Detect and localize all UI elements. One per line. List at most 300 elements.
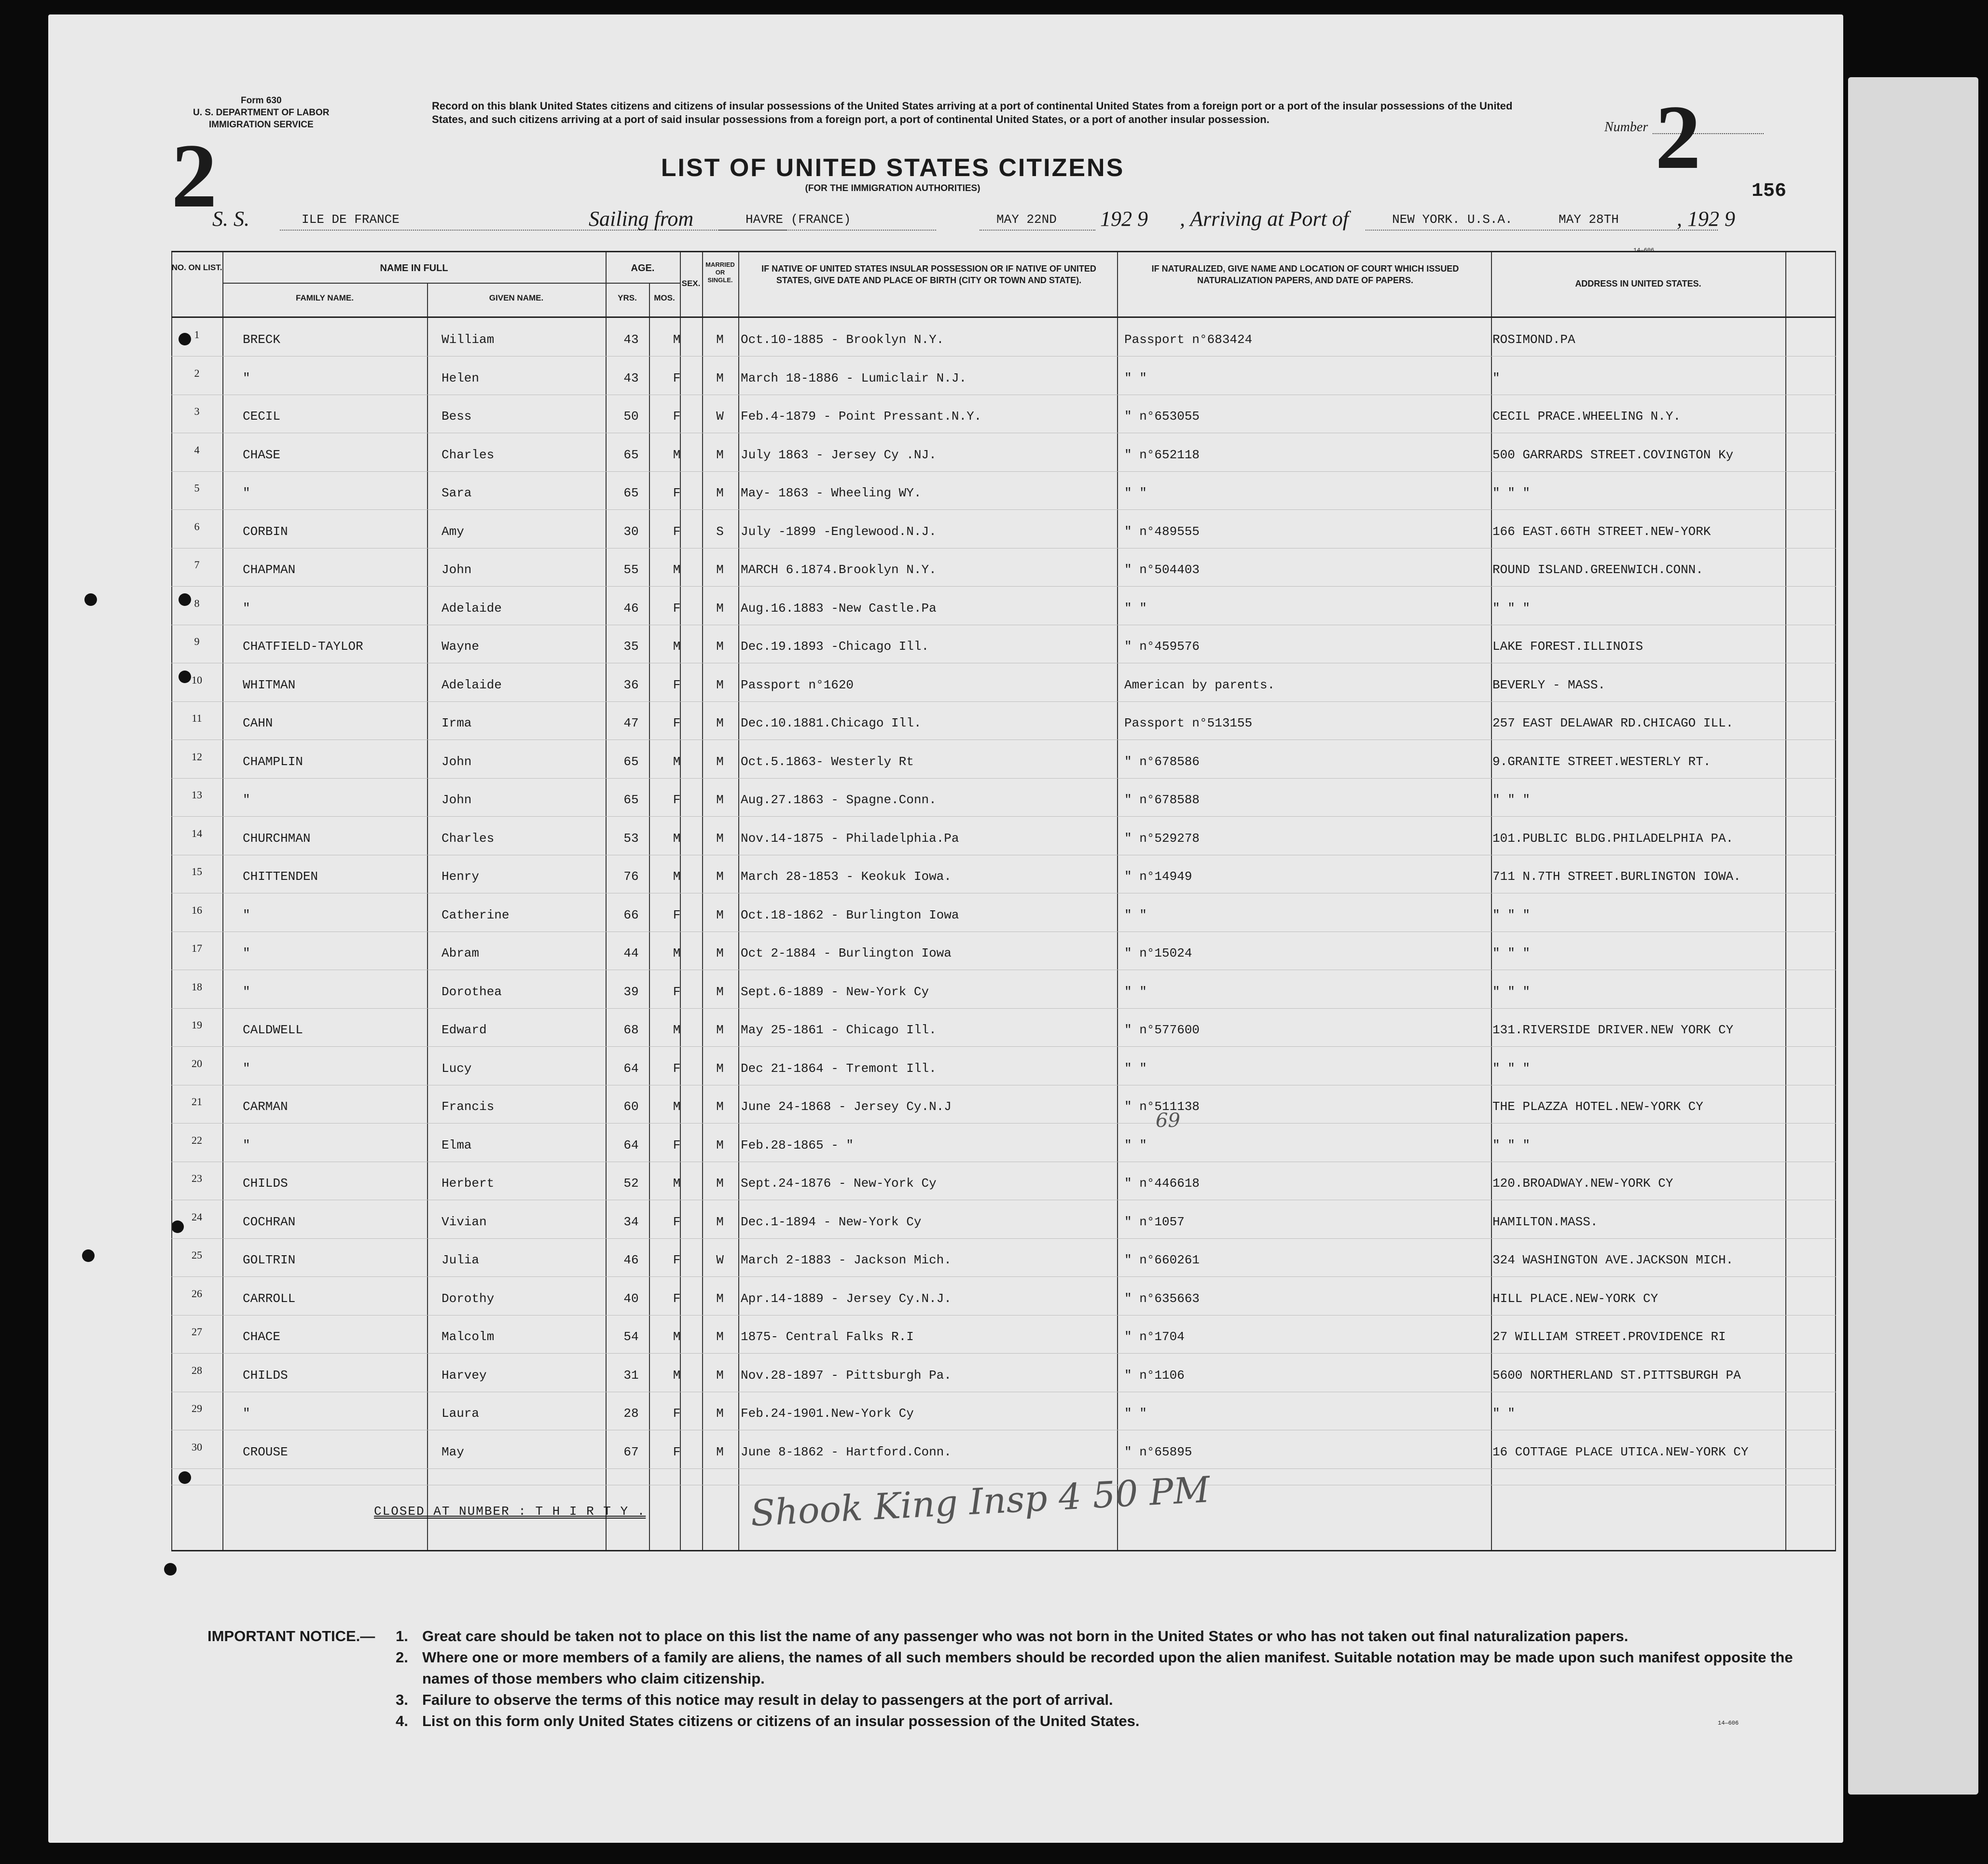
cell-addr: " " ": [1492, 1061, 1531, 1076]
cell-sex: F: [673, 907, 681, 922]
cell-nat: " n°504403: [1124, 562, 1200, 577]
cell-addr: " " ": [1492, 984, 1531, 999]
year-to: , 192 9: [1677, 207, 1735, 231]
cell-sex: M: [673, 1176, 681, 1191]
cell-ms: M: [716, 1023, 724, 1037]
ss-label: S. S.: [212, 207, 249, 231]
cell-no: 3: [194, 405, 200, 417]
cell-family: ": [243, 601, 250, 616]
cell-ms: M: [716, 370, 724, 385]
cell-addr: LAKE FOREST.ILLINOIS: [1492, 639, 1643, 654]
cell-given: May: [442, 1444, 464, 1459]
cell-birth: Sept.24-1876 - New-York Cy: [741, 1176, 937, 1191]
cell-nat: " ": [1124, 907, 1147, 922]
header-address: ADDRESS IN UNITED STATES.: [1575, 279, 1701, 288]
cell-yrs: 64: [623, 1061, 639, 1076]
cell-family: CECIL: [243, 409, 281, 424]
cell-no: 1: [194, 329, 200, 341]
cell-addr: 9.GRANITE STREET.WESTERLY RT.: [1492, 754, 1711, 769]
cell-nat: " ": [1124, 1138, 1147, 1152]
cell-yrs: 43: [623, 332, 639, 347]
cell-birth: Feb.4-1879 - Point Pressant.N.Y.: [741, 409, 982, 424]
cell-addr: 101.PUBLIC BLDG.PHILADELPHIA PA.: [1492, 831, 1734, 846]
cell-addr: HILL PLACE.NEW-YORK CY: [1492, 1291, 1658, 1306]
table-row: [171, 356, 1836, 395]
page-title: LIST OF UNITED STATES CITIZENS: [661, 154, 1125, 182]
cell-birth: Nov.14-1875 - Philadelphia.Pa: [741, 831, 959, 846]
cell-nat: " n°652118: [1124, 447, 1200, 462]
cell-birth: Oct.10-1885 - Brooklyn N.Y.: [741, 332, 944, 347]
cell-ms: M: [716, 984, 724, 999]
cell-nat: " ": [1124, 1406, 1147, 1421]
list-number: 2: [1655, 87, 1701, 188]
cell-sex: F: [673, 1253, 681, 1267]
sailing-label: Sailing from: [589, 207, 694, 231]
cell-birth: May 25-1861 - Chicago Ill.: [741, 1023, 937, 1037]
service: IMMIGRATION SERVICE: [208, 120, 314, 130]
cell-nat: " n°489555: [1124, 524, 1200, 539]
cell-given: John: [442, 754, 472, 769]
number-label: Number: [1604, 120, 1648, 135]
cell-ms: M: [716, 1329, 724, 1344]
cell-family: ": [243, 907, 250, 922]
cell-no: 15: [192, 865, 202, 877]
cell-nat: " n°577600: [1124, 1023, 1200, 1037]
cell-addr: BEVERLY - MASS.: [1492, 677, 1606, 692]
inspector-signature: Shook King Insp 4 50 PM: [749, 1469, 1211, 1535]
cell-family: CHACE: [243, 1329, 281, 1344]
cell-ms: M: [716, 793, 724, 807]
cell-family: ": [243, 1061, 250, 1076]
cell-yrs: 65: [623, 447, 639, 462]
ship-name: ILE DE FRANCE: [302, 212, 400, 227]
table-row: [171, 471, 1836, 509]
cell-yrs: 44: [623, 946, 639, 960]
cell-sex: F: [673, 409, 681, 424]
cell-given: Charles: [442, 831, 495, 846]
cell-family: CHAPMAN: [243, 562, 296, 577]
cell-addr: " " ": [1492, 1138, 1531, 1152]
cell-addr: ": [1492, 370, 1500, 385]
cell-yrs: 55: [623, 562, 639, 577]
table-row: [171, 1392, 1836, 1430]
punch-hole: [164, 1563, 177, 1576]
page-subtitle: (FOR THE IMMIGRATION AUTHORITIES): [805, 183, 980, 193]
cell-family: ": [243, 946, 250, 960]
cell-no: 16: [192, 904, 202, 916]
cell-sex: M: [673, 946, 681, 960]
cell-birth: July 1863 - Jersey Cy .NJ.: [741, 447, 937, 462]
cell-family: ": [243, 984, 250, 999]
cell-given: Sara: [442, 486, 472, 500]
cell-nat: " n°529278: [1124, 831, 1200, 846]
cell-given: William: [442, 332, 495, 347]
underlying-page: [1848, 77, 1978, 1795]
cell-family: CAHN: [243, 716, 273, 730]
cell-yrs: 76: [623, 869, 639, 884]
cell-given: Malcolm: [442, 1329, 495, 1344]
cell-addr: 500 GARRARDS STREET.COVINGTON Ky: [1492, 447, 1734, 462]
voyage-line: [212, 206, 1805, 233]
notice-item: 4. List on this form only United States citizens or citizens of an insular possession of the United States.: [396, 1713, 1140, 1729]
table-row: [171, 970, 1836, 1008]
cell-given: Wayne: [442, 639, 480, 654]
closed-at-number: CLOSED AT NUMBER : T H I R T Y .: [374, 1504, 646, 1519]
cell-sex: F: [673, 1291, 681, 1306]
cell-birth: May- 1863 - Wheeling WY.: [741, 486, 922, 500]
cell-ms: M: [716, 677, 724, 692]
cell-nat: " n°65895: [1124, 1444, 1192, 1459]
department: U. S. DEPARTMENT OF LABOR: [193, 108, 330, 118]
cell-ms: M: [716, 1061, 724, 1076]
cell-ms: M: [716, 907, 724, 922]
cell-addr: ROUND ISLAND.GREENWICH.CONN.: [1492, 562, 1703, 577]
cell-given: John: [442, 562, 472, 577]
cell-sex: F: [673, 1214, 681, 1229]
cell-addr: 166 EAST.66TH STREET.NEW-YORK: [1492, 524, 1711, 539]
cell-sex: F: [673, 677, 681, 692]
table-row: [171, 548, 1836, 586]
cell-yrs: 50: [623, 409, 639, 424]
cell-family: WHITMAN: [243, 677, 296, 692]
cell-ms: S: [716, 524, 724, 539]
cell-ms: M: [716, 486, 724, 500]
cell-given: Helen: [442, 370, 480, 385]
cell-family: ": [243, 370, 250, 385]
year-from: 192 9: [1100, 207, 1148, 231]
cell-ms: M: [716, 447, 724, 462]
table-row: [171, 1047, 1836, 1085]
cell-no: 7: [194, 559, 200, 571]
cell-birth: Sept.6-1889 - New-York Cy: [741, 984, 929, 999]
cell-ms: M: [716, 1368, 724, 1383]
cell-family: CARROLL: [243, 1291, 296, 1306]
header-naturalization: IF NATURALIZED, GIVE NAME AND LOCATION OF COURT WHICH ISSUED NATURALIZATION PAPERS, AND DATE OF PAPERS.: [1151, 264, 1459, 285]
cell-birth: June 24-1868 - Jersey Cy.N.J: [741, 1099, 952, 1114]
cell-yrs: 47: [623, 716, 639, 730]
cell-family: CHATFIELD-TAYLOR: [243, 639, 363, 654]
cell-family: CHASE: [243, 447, 281, 462]
cell-sex: F: [673, 1138, 681, 1152]
cell-no: 29: [192, 1402, 202, 1414]
table-row: [171, 625, 1836, 663]
cell-family: GOLTRIN: [243, 1253, 296, 1267]
cell-given: Julia: [442, 1253, 480, 1267]
cell-given: Charles: [442, 447, 495, 462]
cell-yrs: 34: [623, 1214, 639, 1229]
cell-family: CROUSE: [243, 1444, 288, 1459]
cell-birth: Dec 21-1864 - Tremont Ill.: [741, 1061, 937, 1076]
cell-family: ": [243, 1138, 250, 1152]
cell-no: 25: [192, 1249, 202, 1261]
cell-birth: Oct 2-1884 - Burlington Iowa: [741, 946, 952, 960]
header-age: AGE.: [631, 263, 655, 274]
cell-yrs: 28: [623, 1406, 639, 1421]
cell-given: Francis: [442, 1099, 495, 1114]
table-row: [171, 1238, 1836, 1276]
cell-birth: July -1899 -Englewood.N.J.: [741, 524, 937, 539]
cell-ms: M: [716, 831, 724, 846]
cell-ms: W: [716, 409, 724, 424]
cell-family: CARMAN: [243, 1099, 288, 1114]
passenger-table: [171, 251, 1836, 1551]
cell-given: Amy: [442, 524, 464, 539]
cell-family: BRECK: [243, 332, 281, 347]
manifest-sheet-number-left: 2: [171, 125, 217, 227]
cell-sex: M: [673, 562, 681, 577]
cell-no: 22: [192, 1134, 202, 1146]
table-row: [171, 778, 1836, 816]
cell-ms: M: [716, 1444, 724, 1459]
cell-yrs: 43: [623, 370, 639, 385]
cell-sex: M: [673, 447, 681, 462]
cell-sex: M: [673, 1368, 681, 1383]
cell-sex: F: [673, 1406, 681, 1421]
cell-given: John: [442, 793, 472, 807]
cell-no: 30: [192, 1440, 202, 1453]
cell-yrs: 53: [623, 831, 639, 846]
table-row: [171, 318, 1836, 356]
cell-birth: Feb.28-1865 - ": [741, 1138, 854, 1152]
table-row: [171, 1162, 1836, 1200]
table-row: [171, 1200, 1836, 1238]
table-row: [171, 855, 1836, 893]
cell-given: Laura: [442, 1406, 480, 1421]
cell-ms: M: [716, 754, 724, 769]
cell-nat: " n°1704: [1124, 1329, 1185, 1344]
cell-birth: Oct.5.1863- Westerly Rt: [741, 754, 914, 769]
cell-no: 28: [192, 1364, 202, 1376]
cell-given: Lucy: [442, 1061, 472, 1076]
cell-nat: " ": [1124, 984, 1147, 999]
cell-yrs: 46: [623, 601, 639, 616]
cell-sex: M: [673, 831, 681, 846]
cell-no: 19: [192, 1019, 202, 1031]
cell-yrs: 30: [623, 524, 639, 539]
table-row: [171, 932, 1836, 970]
cell-family: CORBIN: [243, 524, 288, 539]
notice-item: 2. Where one or more members of a family are aliens, the names of all such members should be recorded upon the alien manifest. Suitable notation may be made upon such manifest opposite the names of those members who claim citizenship.: [396, 1649, 1793, 1687]
cell-sex: M: [673, 639, 681, 654]
cell-nat: " n°1106: [1124, 1368, 1185, 1383]
cell-addr: 131.RIVERSIDE DRIVER.NEW YORK CY: [1492, 1023, 1734, 1037]
cell-birth: Oct.18-1862 - Burlington Iowa: [741, 907, 959, 922]
cell-no: 12: [192, 750, 202, 763]
punch-hole: [82, 1249, 95, 1262]
cell-given: Bess: [442, 409, 472, 424]
cell-nat: " n°1057: [1124, 1214, 1185, 1229]
table-row: [171, 740, 1836, 778]
table-row: [171, 1430, 1836, 1468]
cell-given: Adelaide: [442, 677, 502, 692]
header-married-or-single: MARRIED OR SINGLE.: [705, 261, 735, 284]
cell-birth: Nov.28-1897 - Pittsburgh Pa.: [741, 1368, 952, 1383]
table-row: [171, 1124, 1836, 1162]
cell-family: ": [243, 793, 250, 807]
cell-nat: " n°635663: [1124, 1291, 1200, 1306]
cell-family: CHITTENDEN: [243, 869, 318, 884]
cell-no: 26: [192, 1287, 202, 1300]
form-number: Form 630: [241, 96, 282, 106]
cell-birth: June 8-1862 - Hartford.Conn.: [741, 1444, 952, 1459]
notice-items: [396, 1626, 1805, 1732]
cell-given: Henry: [442, 869, 480, 884]
cell-addr: THE PLAZZA HOTEL.NEW-YORK CY: [1492, 1099, 1703, 1114]
cell-no: 14: [192, 827, 202, 839]
cell-birth: 1875- Central Falks R.I: [741, 1329, 914, 1344]
header-yrs: YRS.: [618, 293, 637, 302]
cell-nat: " ": [1124, 370, 1147, 385]
cell-nat: " n°660261: [1124, 1253, 1200, 1267]
table-row: [171, 587, 1836, 625]
cell-family: CHILDS: [243, 1176, 288, 1191]
table-row: [171, 1354, 1836, 1392]
cell-ms: M: [716, 716, 724, 730]
table-row: [171, 663, 1836, 701]
cell-nat: " ": [1124, 601, 1147, 616]
cell-given: Elma: [442, 1138, 472, 1152]
cell-family: CHILDS: [243, 1368, 288, 1383]
cell-family: CHURCHMAN: [243, 831, 311, 846]
cell-addr: " " ": [1492, 946, 1531, 960]
cell-family: COCHRAN: [243, 1214, 296, 1229]
cell-birth: Feb.24-1901.New-York Cy: [741, 1406, 914, 1421]
table-row: [171, 817, 1836, 855]
cell-birth: Aug.16.1883 -New Castle.Pa: [741, 601, 937, 616]
cell-nat: " ": [1124, 1061, 1147, 1076]
cell-ms: M: [716, 1138, 724, 1152]
cell-sex: M: [673, 1099, 681, 1114]
cell-sex: M: [673, 332, 681, 347]
cell-yrs: 31: [623, 1368, 639, 1383]
cell-ms: M: [716, 1406, 724, 1421]
notice-label: IMPORTANT NOTICE.—: [207, 1628, 375, 1645]
cell-ms: M: [716, 1099, 724, 1114]
cell-yrs: 65: [623, 486, 639, 500]
cell-given: Vivian: [442, 1214, 487, 1229]
printer-code: 14—606: [1633, 247, 1655, 254]
cell-yrs: 40: [623, 1291, 639, 1306]
cell-yrs: 36: [623, 677, 639, 692]
cell-addr: " " ": [1492, 486, 1531, 500]
cell-yrs: 35: [623, 639, 639, 654]
cell-sex: M: [673, 1023, 681, 1037]
cell-no: 2: [194, 367, 200, 379]
header-birth: IF NATIVE OF UNITED STATES INSULAR POSSESSION OR IF NATIVE OF UNITED STATES, GIVE DATE AND PLACE OF BIRTH (CITY OR TOWN AND STATE).: [761, 264, 1096, 285]
header-family-name: FAMILY NAME.: [296, 293, 354, 302]
footer-code: 14—606: [1718, 1720, 1739, 1727]
cell-sex: F: [673, 1444, 681, 1459]
cell-no: 4: [194, 443, 200, 456]
cell-ms: M: [716, 639, 724, 654]
cell-sex: F: [673, 716, 681, 730]
cell-given: Adelaide: [442, 601, 502, 616]
table-row: [171, 433, 1836, 471]
cell-given: Abram: [442, 946, 480, 960]
cell-no: 13: [192, 789, 202, 801]
cell-birth: Dec.10.1881.Chicago Ill.: [741, 716, 922, 730]
cell-yrs: 46: [623, 1253, 639, 1267]
cell-addr: 711 N.7TH STREET.BURLINGTON IOWA.: [1492, 869, 1741, 884]
cell-addr: 324 WASHINGTON AVE.JACKSON MICH.: [1492, 1253, 1734, 1267]
cell-family: CALDWELL: [243, 1023, 303, 1037]
handwritten-annotation: 69: [1156, 1110, 1180, 1132]
cell-nat: " n°14949: [1124, 869, 1192, 884]
cell-addr: " ": [1492, 1406, 1515, 1421]
cell-yrs: 65: [623, 793, 639, 807]
cell-nat: " n°15024: [1124, 946, 1192, 960]
cell-ms: M: [716, 1291, 724, 1306]
cell-birth: Apr.14-1889 - Jersey Cy.N.J.: [741, 1291, 952, 1306]
cell-ms: M: [716, 562, 724, 577]
cell-nat: " n°459576: [1124, 639, 1200, 654]
cell-birth: March 18-1886 - Lumiclair N.J.: [741, 370, 967, 385]
cell-sex: M: [673, 1329, 681, 1344]
cell-nat: Passport n°683424: [1124, 332, 1253, 347]
cell-sex: F: [673, 601, 681, 616]
cell-family: ": [243, 1406, 250, 1421]
cell-yrs: 66: [623, 907, 639, 922]
cell-addr: 27 WILLIAM STREET.PROVIDENCE RI: [1492, 1329, 1726, 1344]
cell-no: 6: [194, 520, 200, 533]
table-row: [171, 1085, 1836, 1123]
table-row: [171, 893, 1836, 932]
cell-no: 9: [194, 635, 200, 647]
notice-item: 3. Failure to observe the terms of this notice may result in delay to passengers at the port of arrival.: [396, 1691, 1113, 1708]
cell-birth: Dec.19.1893 -Chicago Ill.: [741, 639, 929, 654]
cell-yrs: 39: [623, 984, 639, 999]
cell-ms: M: [716, 1214, 724, 1229]
cell-no: 10: [192, 673, 202, 686]
punch-hole: [84, 593, 97, 606]
cell-birth: Aug.27.1863 - Spagne.Conn.: [741, 793, 937, 807]
cell-sex: F: [673, 370, 681, 385]
cell-birth: MARCH 6.1874.Brooklyn N.Y.: [741, 562, 937, 577]
cell-nat: " n°653055: [1124, 409, 1200, 424]
cell-no: 8: [194, 597, 200, 609]
header-name-in-full: NAME IN FULL: [380, 263, 448, 274]
cell-family: CHAMPLIN: [243, 754, 303, 769]
cell-given: Harvey: [442, 1368, 487, 1383]
header-given-name: GIVEN NAME.: [489, 293, 544, 302]
cell-birth: Dec.1-1894 - New-York Cy: [741, 1214, 922, 1229]
cell-nat: " n°678586: [1124, 754, 1200, 769]
cell-addr: 257 EAST DELAWAR RD.CHICAGO ILL.: [1492, 716, 1734, 730]
cell-no: 11: [192, 712, 202, 724]
cell-ms: M: [716, 1176, 724, 1191]
cell-no: 18: [192, 980, 202, 993]
cell-given: Catherine: [442, 907, 510, 922]
cell-addr: ROSIMOND.PA: [1492, 332, 1575, 347]
port-to: NEW YORK. U.S.A.: [1392, 212, 1513, 227]
cell-given: Edward: [442, 1023, 487, 1037]
cell-sex: M: [673, 754, 681, 769]
table-row: [171, 1315, 1836, 1353]
cell-no: 27: [192, 1326, 202, 1338]
cell-sex: F: [673, 1061, 681, 1076]
cell-no: 5: [194, 482, 200, 494]
cell-given: Dorothea: [442, 984, 502, 999]
cell-ms: M: [716, 869, 724, 884]
cell-yrs: 65: [623, 754, 639, 769]
cell-nat: " n°446618: [1124, 1176, 1200, 1191]
header-mos: MOS.: [654, 293, 675, 302]
cell-addr: " " ": [1492, 793, 1531, 807]
notice-item: 1. Great care should be taken not to place on this list the name of any passenger who was not born in the United States or who has not taken out final naturalization papers.: [396, 1628, 1629, 1645]
table-row: [171, 1008, 1836, 1046]
cell-addr: CECIL PRACE.WHEELING N.Y.: [1492, 409, 1681, 424]
date-to: MAY 28TH: [1559, 212, 1619, 227]
